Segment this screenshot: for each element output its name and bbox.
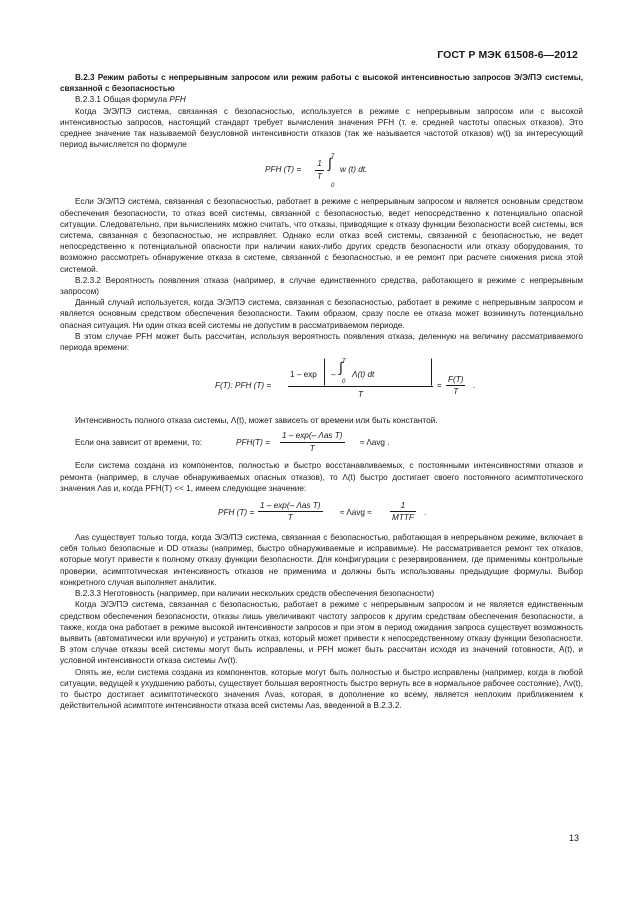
- integral-sign: ∫: [339, 359, 343, 376]
- page-number: 13: [568, 833, 579, 843]
- integral-sign: ∫: [328, 155, 332, 172]
- paragraph-2: Если Э/Э/ПЭ система, связанная с безопасностью, работает в режиме с непрерывным запросом и является основным средством обеспечения безопасности, то отказ всей системы, связанной с безопасностью, ведет непосредственно к потенциально опасной ситуации. Следовательно, при вычислениях можно считать, что отказы, приводящие к отказу функции безопасности всей системы, вся система, связанная с безопасностью, не исправляет. Однако если отказ всей системы, связанной с безопасностью, не ведет непосредственно к потенциальной опасности при наличии каких-либо других средств безопасности или отказу оборудования, то возможно рассмотреть обнаружение отказа в системе, связанной с безопасностью, и ее ремонт при расчете снижения риска этой системой.: [60, 197, 583, 274]
- formula-pfh-probability: F(T): PFH (T) = 1 – exp – T ∫ 0 Λ(t) dt T = $\frac{F(T)}{T}$ .: [215, 359, 476, 400]
- standard-header: ГОСТ Р МЭК 61508-6—2012: [437, 49, 578, 61]
- section-b23-title: В.2.3 Режим работы с непрерывным запросом или режим работы с высокой интенсивностью запросов Э/Э/ПЭ системы, связанной с безопасностью: [60, 73, 583, 94]
- paragraph-5: Интенсивность полного отказа системы, Λ(t), может зависеть от времени или быть константой.: [75, 416, 438, 426]
- page-content: [60, 72, 583, 711]
- paragraph-6: Если система создана из компонентов, полностью и быстро восстанавливаемых, с постоянными интенсивностями отказов и ремонта (например, в случае обнаруживаемых опасных отказов), то Λ(t) быстро достигает своего постоянного асимптотического значения Λas и, когда PFH(T) << 1, имеем следующее значение:: [60, 461, 583, 493]
- paragraph-9: Опять же, если система создана из компонентов, которые могут быть полностью и быстро исправлены (например, когда в любой ситуации, ведущей к ухудшению работы, существует большая вероятность быстро вернуть все в нормальное рабочее состояние), Λv(t), то быстро достигает асимптотического значения Λvas, которая, в дополнение ко всему, является неплохим приближением к действительной асимптоте интенсивности отказа всей системы Λas, введенной в В.2.3.2.: [60, 667, 583, 711]
- formula-pfh-asymptotic: PFH (T) = 1 – exp(– Λas T) T ≈ Λavg ≈ 1 MTTF .: [218, 501, 427, 523]
- formula-pfh-integral: PFH (T) = $\frac{1}{T}$ T ∫ 0 w (t) dt.: [265, 154, 368, 190]
- paragraph-3: Данный случай используется, когда Э/Э/ПЭ система, связанная с безопасностью, работает в режиме с непрерывным запросом и является основным средством обеспечения безопасности. Таким образом, сразу после ее отказа может возникнуть потенциально опасная ситуация. Ни один отказ всей системы не допустим в рассматриваемом периоде.: [60, 298, 583, 330]
- formula-pfh-time-dependent: Если она зависит от времени, то: PFH(T) = 1 – exp(– Λas T) T ≈ Λavg .: [75, 431, 390, 453]
- fraction-line: [288, 386, 433, 387]
- section-b232-title: В.2.3.2 Вероятность появления отказа (например, в случае единственного средства, работающего в режиме с непрерывным запросом): [60, 275, 583, 297]
- paragraph-1: Когда Э/Э/ПЭ система, связанная с безопасностью, используется в режиме с непрерывным запросом или с высокой интенсивностью запросов, настоящий стандарт требует вычисления значения PFH (т. е. средней частоты опасных отказов). Это среднее значение так называемой безусловной интенсивности отказов (так же называется частотой отказов) w(t) за интересующий период вычисляется по формуле: [60, 106, 583, 150]
- paragraph-4: В этом случае PFH может быть рассчитан, используя вероятность появления отказа, деленную на величину рассматриваемого периода времени:: [60, 331, 583, 353]
- section-b233-title: В.2.3.3 Неготовность (например, при наличии нескольких средств обеспечения безопасности): [75, 589, 435, 599]
- paragraph-8: Когда Э/Э/ПЭ система, связанная с безопасностью, работает в режиме с непрерывным запросом и не является единственным средством обеспечения безопасности, отказы лишь увеличивают частоту запросов к другим средствам обеспечения безопасности, а также, когда она работает в режиме высокой интенсивности запросов и при этом в период ожидания запроса существует возможность выявить (автоматически или вручную) и устранить отказ, который может привести к непосредственному отказу функции безопасности. В этом случае отказы всей системы могут быть исправлены, и PFH может быть рассчитан исходя из значений готовности, A(t), и условной интенсивности отказа системы Λv(t).: [60, 600, 583, 666]
- paragraph-7: Λas существует только тогда, когда Э/Э/ПЭ система, связанная с безопасностью, работающая в непрерывном режиме, включает в себя только безопасные и DD отказы (например, быстро обнаруживаемые и исправимые). Не рассматривается ремонт тех отказов, которые могут привести к полному отказу функции безопасности. Для конфигурации с резервированием, где применимы контрольные проверки, асимптотическая интенсивность отказов не применима и должны быть использованы предыдущие формулы. Выбор конкретного случая выполняет аналитик.: [60, 533, 583, 587]
- section-b231-title: В.2.3.1 Общая формула PFH: [75, 95, 186, 105]
